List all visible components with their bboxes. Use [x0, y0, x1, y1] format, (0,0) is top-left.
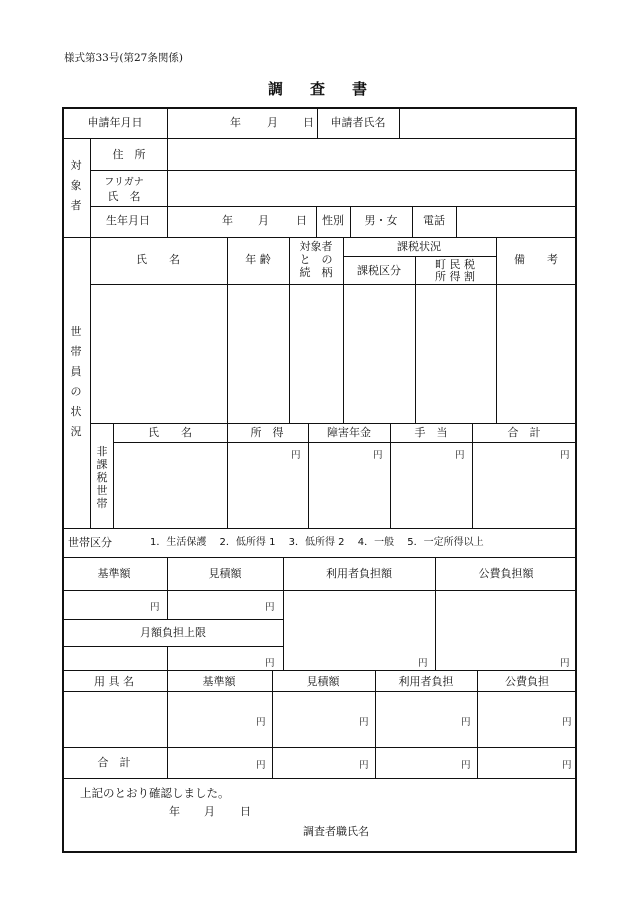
birth-year-label: 年 — [222, 214, 233, 227]
col-tax-class-label: 課税区分 — [357, 264, 401, 277]
nontax-col-income: 所 得 — [250, 426, 284, 439]
standard-amount-label: 基準額 — [97, 567, 131, 580]
yen-unit: 円 — [150, 602, 160, 613]
nontax-col-total: 合 計 — [507, 426, 541, 439]
form-number: 様式第33号(第27条関係) — [64, 52, 183, 64]
gender-label: 性別 — [322, 214, 344, 227]
nontax-col-name: 氏 名 — [148, 426, 192, 439]
title-char: 調 — [268, 80, 285, 98]
gender-options: 男・女 — [364, 214, 398, 227]
yen-unit: 円 — [256, 760, 266, 771]
nontax-col-pension: 障害年金 — [327, 426, 371, 439]
col-tax-status-label: 課税状況 — [397, 240, 441, 253]
yen-unit: 円 — [256, 717, 266, 728]
yen-unit: 円 — [291, 450, 301, 461]
yen-unit: 円 — [560, 658, 570, 669]
yen-unit: 円 — [562, 717, 572, 728]
application-date-label: 申請年月日 — [87, 116, 143, 129]
date-year-label: 年 — [230, 116, 241, 129]
yen-unit: 円 — [461, 717, 471, 728]
yen-unit: 円 — [461, 760, 471, 771]
furigana-label: フリガナ — [104, 177, 144, 188]
phone-label: 電話 — [423, 214, 445, 227]
birth-month-label: 月 — [258, 214, 269, 227]
user-burden-label: 利用者負担額 — [326, 567, 392, 580]
confirmation-text: 上記のとおり確認しました。 — [80, 786, 230, 800]
household-group-label: 世 帯 員 の 状 況 — [70, 325, 82, 438]
subject-group-label: 対 象 者 — [70, 159, 82, 212]
date-month-label: 月 — [267, 116, 278, 129]
col-name-label: 氏 名 — [136, 253, 180, 266]
yen-unit: 円 — [359, 717, 369, 728]
footer-year-label: 年 — [169, 805, 180, 818]
yen-unit: 円 — [455, 450, 465, 461]
col-relation-label: 対象者 と の 続 柄 — [299, 240, 333, 279]
household-category-label: 世帯区分 — [68, 536, 112, 549]
monthly-cap-label: 月額負担上限 — [140, 626, 206, 639]
equipment-public-burden-label: 公費負担 — [505, 675, 549, 688]
yen-unit: 円 — [560, 450, 570, 461]
title-char: 書 — [352, 80, 369, 98]
equipment-estimate-label: 見積額 — [306, 675, 340, 688]
yen-unit: 円 — [373, 450, 383, 461]
col-town-tax-label: 町 民 税 所 得 割 — [435, 258, 475, 283]
col-age-label: 年 齢 — [245, 253, 271, 266]
equipment-name-label: 用 具 名 — [94, 675, 134, 688]
equipment-total-label: 合 計 — [97, 756, 131, 769]
document-title — [255, 78, 381, 99]
birthdate-label: 生年月日 — [106, 214, 150, 227]
date-day-label: 日 — [303, 116, 314, 129]
household-category-options: 1．生活保護 2．低所得 1 3．低所得 2 4．一般 5．一定所得以上 — [150, 537, 484, 548]
investigator-name-label: 調査者職氏名 — [303, 825, 369, 838]
yen-unit: 円 — [562, 760, 572, 771]
yen-unit: 円 — [359, 760, 369, 771]
equipment-user-burden-label: 利用者負担 — [398, 675, 454, 688]
footer-month-label: 月 — [204, 805, 215, 818]
equipment-standard-label: 基準額 — [202, 675, 236, 688]
yen-unit: 円 — [418, 658, 428, 669]
public-burden-label: 公費負担額 — [478, 567, 534, 580]
estimate-amount-label: 見積額 — [208, 567, 242, 580]
col-remarks-label: 備 考 — [514, 253, 558, 266]
footer-day-label: 日 — [240, 805, 251, 818]
birth-day-label: 日 — [296, 214, 307, 227]
title-char: 査 — [310, 80, 327, 98]
address-label: 住 所 — [112, 148, 146, 161]
nontax-col-allowance: 手 当 — [414, 426, 448, 439]
name-label: 氏 名 — [107, 190, 141, 203]
yen-unit: 円 — [265, 658, 275, 669]
yen-unit: 円 — [265, 602, 275, 613]
nontax-household-label: 非 課 税 世 帯 — [96, 445, 108, 510]
applicant-name-label: 申請者氏名 — [330, 116, 386, 129]
